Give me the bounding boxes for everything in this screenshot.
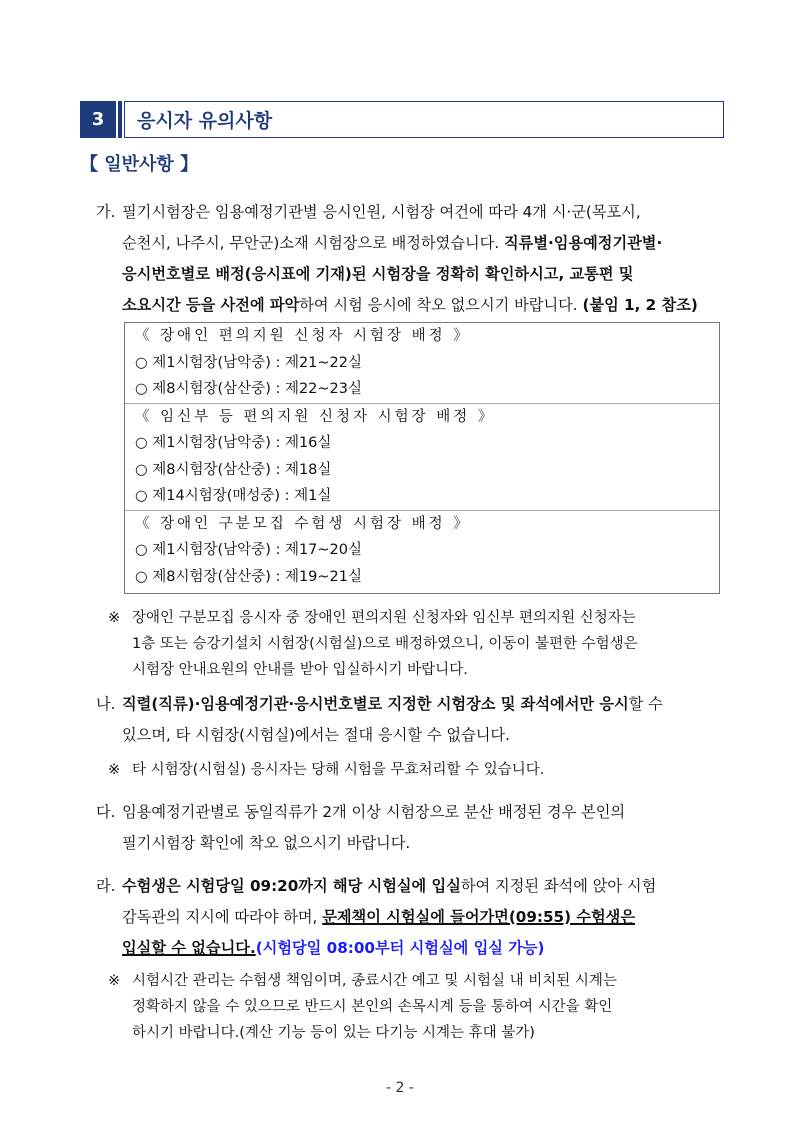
paragraph-da: 다. 임용예정기관별로 동일직류가 2개 이상 시험장으로 분산 배정된 경우 본인의 필기시험장 확인에 착오 없으시기 바랍니다. [96,797,726,859]
paragraph-label: 라. [96,877,116,895]
paragraph-na: 나. 직렬(직류)·임용예정기관·응시번호별로 지정한 시험장소 및 좌석에서만 응시할 수 있으며, 타 시험장(시험실)에서는 절대 응시할 수 없습니다. [96,689,726,751]
paragraph-label: 가. [96,203,116,221]
section-header [80,101,724,138]
paragraph-label: 나. [96,695,116,713]
note-2: ※ 타 시험장(시험실) 응시자는 당해 시험을 무효처리할 수 있습니다. [108,757,726,783]
box-item: ○ 제1시험장(남악중) : 제16실 [135,435,332,451]
paragraph-label: 다. [96,803,116,821]
paragraph-ga: 가. 필기시험장은 임용예정기관별 응시인원, 시험장 여건에 따라 4개 시·군(목포시, 순천시, 나주시, 무안군)소재 시험장으로 배정하였습니다. 직류별·임용예정기관별· 응시번호별로 배정(응시표에 기재)된 시험장을 정확히 확인하시고, 교통편 및 소요시간 등을 사전에 파악하여 시험 응시에 착오 없으시기 바랍니다. (붙임 1, 2 참조) [96,197,726,321]
subsection-title: 【 일반사항 】 [80,154,199,175]
box-item: ○ 제8시험장(삼산중) : 제22~23실 [135,381,363,397]
note-1: ※ 장애인 구분모집 응시자 중 장애인 편의지원 신청자와 임신부 편의지원 신청자는 1층 또는 승강기설치 시험장(시험실)으로 배정하였으니, 이동이 불편한 수험생은 시험장 안내요원의 안내를 받아 입실하시기 바랍니다. [108,605,726,683]
box-group-title: 《 장애인 구분모집 수험생 시험장 배정 》 [135,515,471,532]
box-group-disabled-recruit [125,511,719,591]
note-mark: ※ [108,610,121,626]
assignment-box [124,322,720,594]
box-item: ○ 제1시험장(남악중) : 제21~22실 [135,354,363,371]
note-mark: ※ [108,973,121,989]
section-bar [118,101,122,138]
section-title: 응시자 유의사항 [137,110,273,132]
box-item: ○ 제8시험장(삼산중) : 제19~21실 [135,568,363,585]
section-number: 3 [80,101,116,138]
box-item: ○ 제8시험장(삼산중) : 제18실 [135,461,332,478]
note-mark: ※ [108,762,121,778]
paragraph-ra: 라. 수험생은 시험당일 09:20까지 해당 시험실에 입실하여 지정된 좌석에 앉아 시험 감독관의 지시에 따라야 하며, 문제책이 시험실에 들어가면(09:55) 수험생은 입실할 수 없습니다.(시험당일 08:00부터 시험실에 입실 가능) [96,871,726,964]
box-item: ○ 제14시험장(매성중) : 제1실 [135,488,332,504]
box-group-disabled-support [125,323,719,404]
box-group-pregnant-support [125,404,719,511]
note-3: ※ 시험시간 관리는 수험생 책임이며, 종료시간 예고 및 시험실 내 비치된 시계는 정확하지 않을 수 있으므로 반드시 본인의 손목시계 등을 통하여 시간을 확인 하시기 바랍니다.(계산 기능 등이 있는 다기능 시계는 휴대 불가) [108,968,726,1046]
page-number: - 2 - [386,1080,414,1096]
box-group-title: 《 임신부 등 편의지원 신청자 시험장 배정 》 [135,408,496,425]
box-group-title: 《 장애인 편의지원 신청자 시험장 배정 》 [135,328,471,344]
box-item: ○ 제1시험장(남악중) : 제17~20실 [135,542,363,558]
section-title-box [124,101,724,138]
